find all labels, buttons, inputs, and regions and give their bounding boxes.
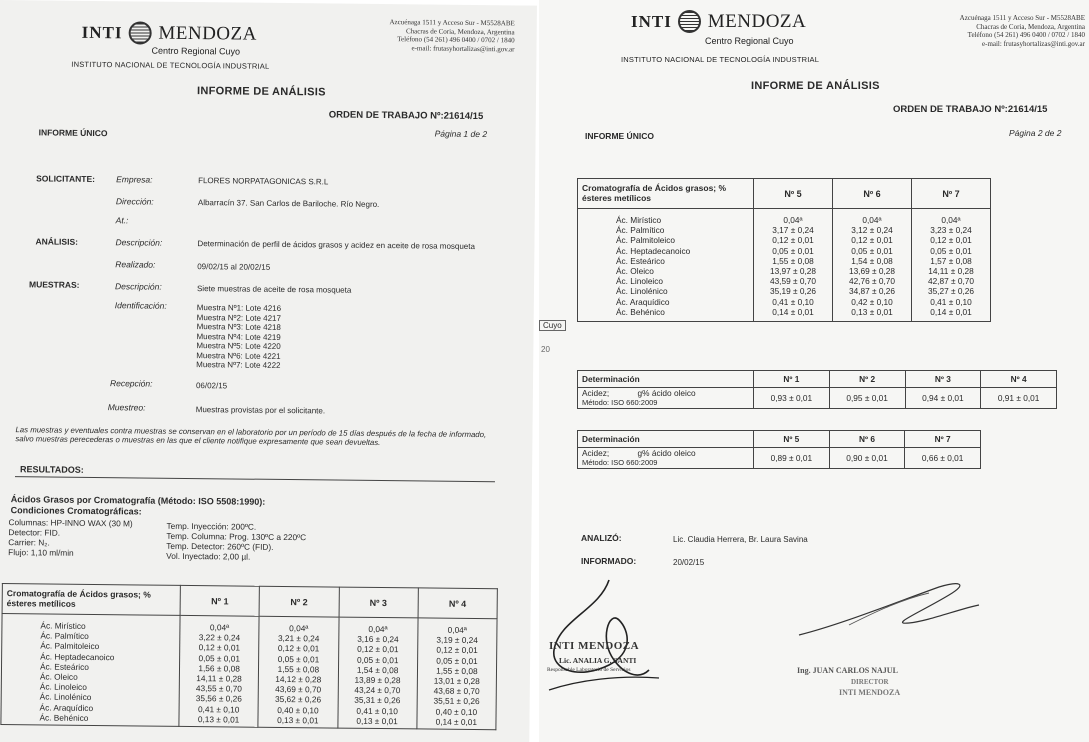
condition-line: Temp. Inyección: 200ºC. (166, 520, 257, 532)
address-line: Azcuénaga 1511 y Acceso Sur - M5528ABE (959, 14, 1085, 22)
address-line: e-mail: frutasyhortalizas@inti.gov.ar (411, 43, 515, 53)
acid-value: 0,40 ± 0,10 (277, 704, 319, 715)
acid-value: 0,05 ± 0,01 (198, 652, 241, 664)
acid-name: Ác. Araquídico (39, 701, 94, 713)
acid-value: 35,51 ± 0,26 (433, 695, 480, 707)
acid-value: 0,41 ± 0,10 (356, 705, 398, 716)
column-header: Nº 2 (259, 586, 339, 617)
table-header-title: Cromatografía de Ácidos grasos; % ésteres metílicos (578, 179, 754, 209)
list-item: Muestra Nº5: Lote 4220 (196, 341, 281, 351)
sample-values-column (912, 209, 991, 322)
acid-name: Ác. Esteárico (616, 255, 665, 266)
acid-value: 0,04ª (862, 215, 882, 225)
muestras-label: MUESTRAS: (28, 279, 80, 290)
work-order: ORDEN DE TRABAJO Nº:21614/15 (893, 104, 1048, 115)
margin-fragment: Cuyo (539, 320, 566, 331)
acid-value: 0,13 ± 0,01 (356, 715, 398, 726)
acid-value: 3,19 ± 0,24 (436, 634, 478, 646)
acid-value: 34,87 ± 0,26 (848, 286, 896, 297)
acid-value: 13,69 ± 0,28 (848, 265, 896, 276)
acid-value: 0,42 ± 0,10 (851, 296, 893, 307)
acid-value: 14,11 ± 0,28 (196, 673, 242, 684)
acid-value: 0,14 ± 0,01 (435, 716, 478, 727)
acid-value: 0,04ª (289, 623, 309, 634)
acid-value: 0,12 ± 0,01 (357, 644, 399, 655)
acid-value: 14,12 ± 0,28 (275, 673, 322, 685)
sample-values-column (179, 615, 259, 727)
address-block (389, 18, 515, 53)
condition-line: Detector: FID. (8, 527, 61, 538)
acid-value: 0,13 ± 0,01 (851, 306, 893, 317)
stamp-right-name: Ing. JUAN CARLOS NAJUL (797, 666, 898, 675)
acidez-value: 0,93 ± 0,01 (754, 388, 830, 409)
acidez-value: 0,95 ± 0,01 (829, 388, 905, 409)
acid-value: 3,12 ± 0,24 (851, 225, 893, 236)
recepcion-label: Recepción: (109, 378, 153, 389)
acid-value: 35,62 ± 0,26 (274, 694, 322, 705)
table-header-row (578, 179, 991, 209)
analizo-value: Lic. Claudia Herrera, Br. Laura Savina (673, 535, 808, 544)
acid-name: Ác. Heptadecanoico (40, 651, 115, 662)
informe-unico: INFORME ÚNICO (585, 131, 654, 141)
condition-line: Temp. Detector: 260ºC (FID). (166, 540, 274, 552)
gear-logo-icon (678, 10, 701, 33)
acid-value: 0,41 ± 0,10 (197, 703, 240, 715)
acid-name: Ác. Behénico (616, 306, 665, 317)
work-order: ORDEN DE TRABAJO Nº:21614/15 (328, 109, 484, 123)
centro-regional: Centro Regional Cuyo (151, 45, 241, 57)
acid-value: 43,24 ± 0,70 (354, 684, 401, 696)
condition-line: Flujo: 1,10 ml/min (8, 547, 74, 558)
empresa-label: Empresa: (116, 174, 153, 185)
inti-mendoza-logo (82, 21, 257, 46)
acid-value: 0,41 ± 0,10 (930, 296, 972, 307)
condition-line: Vol. Inyectado: 2,00 µl. (166, 550, 251, 562)
margin-fragment: 20 (541, 345, 550, 354)
acid-value: 3,22 ± 0,24 (198, 632, 241, 643)
address-line: e-mail: frutasyhortalizas@inti.gov.ar (982, 39, 1085, 48)
acid-value: 0,12 ± 0,01 (277, 643, 320, 654)
column-header: Nº 4 (981, 371, 1057, 388)
acid-value: 0,05 ± 0,01 (851, 245, 893, 256)
acid-value: 0,12 ± 0,01 (198, 642, 241, 653)
solicitante-label: SOLICITANTE: (36, 173, 96, 185)
sample-values-column (833, 209, 912, 322)
acid-name: Ác. Palmitoleico (40, 640, 100, 652)
condition-line: Temp. Columna: Prog. 130ºC a 220ºC (166, 530, 307, 543)
acid-value: 43,68 ± 0,70 (433, 685, 480, 697)
analizo-label: ANALIZÓ: (581, 533, 622, 543)
acid-name: Ác. Palmítico (616, 225, 665, 236)
centro-regional: Centro Regional Cuyo (705, 36, 794, 46)
table-header-title: Cromatografía de Ácidos grasos; % ésteres metílicos (2, 584, 180, 616)
identificacion-list (196, 303, 281, 370)
acid-name: Ác. Linolénico (616, 286, 668, 297)
acid-name: Ác. Esteárico (39, 661, 89, 672)
acid-value: 42,76 ± 0,70 (848, 276, 896, 287)
acid-value: 0,14 ± 0,01 (930, 306, 972, 317)
acid-name: Ác. Linoleico (39, 681, 87, 693)
acidez-value: 0,94 ± 0,01 (905, 388, 981, 409)
logo-inti-text: INTI (81, 22, 123, 43)
metodo-title: Ácidos Grasos por Cromatografía (Método: ISO 5508:1990): (10, 494, 266, 507)
acid-value: 3,17 ± 0,24 (772, 225, 814, 236)
table-header-row (578, 371, 1057, 388)
column-header: Nº 6 (829, 431, 905, 448)
acid-value: 1,55 ± 0,08 (436, 665, 478, 676)
acid-value: 42,87 ± 0,70 (927, 276, 975, 287)
acidez-unit: g% ácido oleico (637, 388, 696, 398)
acid-names-column (1, 614, 180, 727)
acidez-value: 0,91 ± 0,01 (981, 388, 1057, 409)
acid-name: Ác. Mirístico (40, 620, 86, 631)
acid-name: Ác. Linolénico (39, 691, 92, 703)
acid-value: 0,05 ± 0,01 (277, 653, 320, 664)
acid-value: 1,56 ± 0,08 (198, 662, 240, 674)
condiciones-title: Condiciones Cromatográficas: (10, 505, 142, 517)
report-page-2 (539, 0, 1089, 742)
column-header: Nº 3 (905, 371, 981, 388)
column-header: Nº 6 (833, 179, 912, 209)
column-header: Nº 1 (754, 371, 830, 388)
table-row (578, 388, 1057, 409)
list-item: Muestra Nº3: Lote 4218 (196, 322, 281, 332)
column-header: Nº 3 (339, 587, 419, 618)
condition-line: Columnas: HP-INNO WAX (30 M) (8, 517, 133, 529)
column-header: Nº 7 (912, 179, 991, 209)
acid-value: 0,05 ± 0,01 (436, 655, 478, 666)
list-item: Muestra Nº7: Lote 4222 (196, 360, 281, 370)
acid-value: 0,13 ± 0,01 (197, 713, 240, 725)
address-line: Teléfono (54 261) 496 0400 / 0702 / 1840 (397, 35, 515, 45)
acid-value: 0,40 ± 0,10 (435, 706, 478, 717)
acidez-label: Acidez; (582, 448, 610, 458)
sample-values-column (337, 617, 417, 729)
acid-value: 1,57 ± 0,08 (930, 255, 972, 266)
column-header: Nº 7 (905, 431, 981, 448)
muestras-descripcion-value: Siete muestras de aceite de rosa mosqueta (196, 284, 352, 295)
muestreo-label: Muestreo: (107, 402, 146, 413)
analisis-label: ANÁLISIS: (35, 236, 79, 247)
determinacion-header: Determinación (578, 431, 754, 448)
acidez-table-2 (577, 430, 981, 469)
stamp-left-name: Lic. ANALIA G. SANTI (559, 656, 637, 665)
fatty-acids-table-2 (577, 178, 991, 322)
acid-name: Ác. Palmitoleico (616, 235, 676, 246)
acid-value: 0,12 ± 0,01 (851, 235, 893, 246)
acid-value: 0,05 ± 0,01 (772, 245, 814, 256)
descripcion-value: Determinación de perfil de ácidos grasos y acidez en aceite de rosa mosqueta (197, 239, 475, 251)
acid-value: 0,04ª (209, 622, 230, 633)
list-item: Muestra Nº1: Lote 4216 (196, 303, 282, 313)
direccion-value: Albarracín 37. San Carlos de Bariloche. Río Negro. (197, 198, 380, 209)
acid-name: Ác. Oleico (616, 265, 654, 276)
muestras-descripcion-label: Descripción: (114, 281, 162, 292)
table-row (1, 614, 497, 730)
metodo-label: Método: ISO 660:2009 (582, 458, 658, 467)
acidez-unit: g% ácido oleico (637, 448, 696, 458)
acid-value: 14,11 ± 0,28 (928, 265, 974, 276)
realizado-label: Realizado: (115, 259, 156, 270)
conditions-left (8, 517, 133, 558)
acid-value: 43,69 ± 0,70 (275, 684, 322, 695)
table-row (578, 209, 991, 322)
stamp-right-org: INTI MENDOZA (839, 688, 901, 697)
inti-mendoza-logo (631, 10, 806, 33)
acid-name: Ác. Oleico (39, 671, 78, 682)
acid-value: 13,89 ± 0,28 (354, 674, 401, 686)
acid-name: Ác. Linoleico (616, 276, 664, 287)
acid-value: 0,13 ± 0,01 (277, 714, 319, 726)
sample-values-column (417, 618, 497, 730)
acid-value: 35,19 ± 0,26 (769, 286, 817, 297)
empresa-value: FLORES NORPATAGONICAS S.R.L (198, 176, 329, 187)
acid-value: 0,12 ± 0,01 (436, 644, 478, 656)
acid-value: 0,04ª (447, 624, 467, 635)
metodo-label: Método: ISO 660:2009 (582, 398, 658, 407)
address-line: Chacras de Coria, Mendoza, Argentina (405, 26, 515, 36)
stamp-right-role: DIRECTOR (851, 678, 889, 686)
acid-value: 1,54 ± 0,08 (356, 664, 399, 675)
informe-unico: INFORME ÚNICO (38, 127, 108, 139)
column-header: Nº 1 (180, 585, 260, 616)
column-header: Nº 2 (829, 371, 905, 388)
signature-right (789, 575, 989, 655)
gear-logo-icon (129, 21, 152, 44)
condition-line: Carrier: N₂. (8, 537, 50, 548)
column-header: Nº 5 (754, 431, 830, 448)
sample-values-column (258, 616, 338, 728)
report-title: INFORME DE ANÁLISIS (196, 85, 326, 99)
acid-name: Ác. Heptadecanoico (616, 245, 691, 256)
acid-value: 43,59 ± 0,70 (769, 276, 817, 287)
acidez-value: 0,90 ± 0,01 (829, 448, 905, 469)
acidez-label-cell (578, 448, 754, 469)
sample-values-column (754, 209, 833, 322)
resultados-heading (15, 464, 495, 482)
direccion-label: Dirección: (115, 196, 154, 207)
acid-value: 0,04ª (368, 623, 388, 635)
logo-mendoza-text: MENDOZA (158, 22, 258, 45)
acidez-label: Acidez; (582, 388, 610, 398)
stamp-left-title: INTI MENDOZA (549, 640, 640, 652)
acidez-table-1 (577, 370, 1057, 409)
list-item: Muestra Nº4: Lote 4219 (196, 331, 281, 342)
at-label: At.: (115, 215, 129, 226)
acid-value: 0,14 ± 0,01 (772, 306, 814, 317)
acid-value: 13,97 ± 0,28 (769, 265, 817, 276)
page-number: Página 2 de 2 (1009, 128, 1062, 138)
acidez-label-cell (578, 388, 754, 409)
report-title: INFORME DE ANÁLISIS (751, 80, 880, 92)
stamp-left-role: Responsable Laboratorio de Servicios (547, 667, 631, 673)
acid-value: 35,27 ± 0,26 (927, 286, 975, 297)
acid-value: 0,04ª (783, 215, 803, 225)
acid-value: 0,05 ± 0,01 (930, 245, 972, 256)
report-page-1 (0, 0, 537, 742)
muestreo-value: Muestras provistas por el solicitante. (195, 405, 326, 416)
list-item: Muestra Nº2: Lote 4217 (196, 312, 282, 323)
acid-value: 35,56 ± 0,26 (195, 693, 242, 704)
determinacion-header: Determinación (578, 371, 754, 388)
address-line: Azcuénaga 1511 y Acceso Sur - M5528ABE (389, 18, 515, 28)
column-header: Nº 4 (418, 588, 498, 619)
acid-name: Ác. Araquídico (616, 296, 670, 307)
recepcion-value: 06/02/15 (195, 381, 228, 391)
realizado-value: 09/02/15 al 20/02/15 (197, 262, 271, 272)
acid-value: 0,05 ± 0,01 (356, 654, 399, 665)
list-item: Muestra Nº6: Lote 4221 (196, 350, 281, 361)
acid-name: Ác. Mirístico (616, 215, 662, 225)
acid-name: Ác. Behénico (39, 712, 89, 723)
conditions-right (166, 521, 306, 562)
acid-value: 0,04ª (941, 215, 961, 225)
logo-inti-text: INTI (631, 12, 672, 31)
informado-value: 20/02/15 (673, 558, 705, 567)
instituto-name: INSTITUTO NACIONAL DE TECNOLOGÍA INDUSTRIAL (621, 55, 820, 64)
acid-value: 0,12 ± 0,01 (930, 235, 972, 246)
acid-value: 1,55 ± 0,08 (277, 663, 320, 675)
fatty-acids-table-1 (0, 583, 497, 730)
address-block (960, 14, 1085, 48)
table-row (578, 448, 981, 469)
acid-value: 3,21 ± 0,24 (277, 633, 320, 644)
logo-mendoza-text: MENDOZA (707, 11, 807, 32)
descripcion-label: Descripción: (115, 237, 163, 248)
column-header: Nº 5 (754, 179, 833, 209)
acid-value: 0,41 ± 0,10 (772, 296, 814, 307)
acid-value: 43,55 ± 0,70 (195, 683, 243, 694)
page-number: Página 1 de 2 (434, 128, 488, 140)
table-header-row (578, 431, 981, 448)
acid-value: 1,54 ± 0,08 (851, 255, 893, 266)
acid-value: 1,55 ± 0,08 (772, 255, 814, 266)
address-line: Chacras de Coria, Mendoza, Argentina (976, 22, 1085, 31)
acid-value: 0,12 ± 0,01 (772, 235, 814, 246)
acidez-value: 0,89 ± 0,01 (754, 448, 830, 469)
acid-name: Ác. Palmítico (40, 630, 89, 642)
instituto-name: INSTITUTO NACIONAL DE TECNOLOGÍA INDUSTRIAL (71, 59, 270, 71)
acid-value: 13,01 ± 0,28 (433, 675, 480, 686)
resultados-label: RESULTADOS: (20, 464, 84, 475)
acid-names-column (578, 209, 754, 322)
acid-value: 35,31 ± 0,26 (354, 695, 401, 706)
acidez-value: 0,66 ± 0,01 (905, 448, 981, 469)
acid-value: 3,23 ± 0,24 (930, 225, 972, 236)
identificacion-label: Identificación: (114, 300, 167, 311)
acid-value: 3,16 ± 0,24 (357, 633, 399, 645)
address-line: Teléfono (54 261) 496 0400 / 0702 / 1840 (967, 31, 1085, 39)
retention-note: Las muestras y eventuales contra muestras se conservan en el laboratorio por un período de 15 días después de la fecha de informado, salvo muestras perecederas o muestras en las que el cliente notifique expresamente que sean devueltas. (15, 425, 487, 448)
informado-label: INFORMADO: (581, 556, 637, 566)
